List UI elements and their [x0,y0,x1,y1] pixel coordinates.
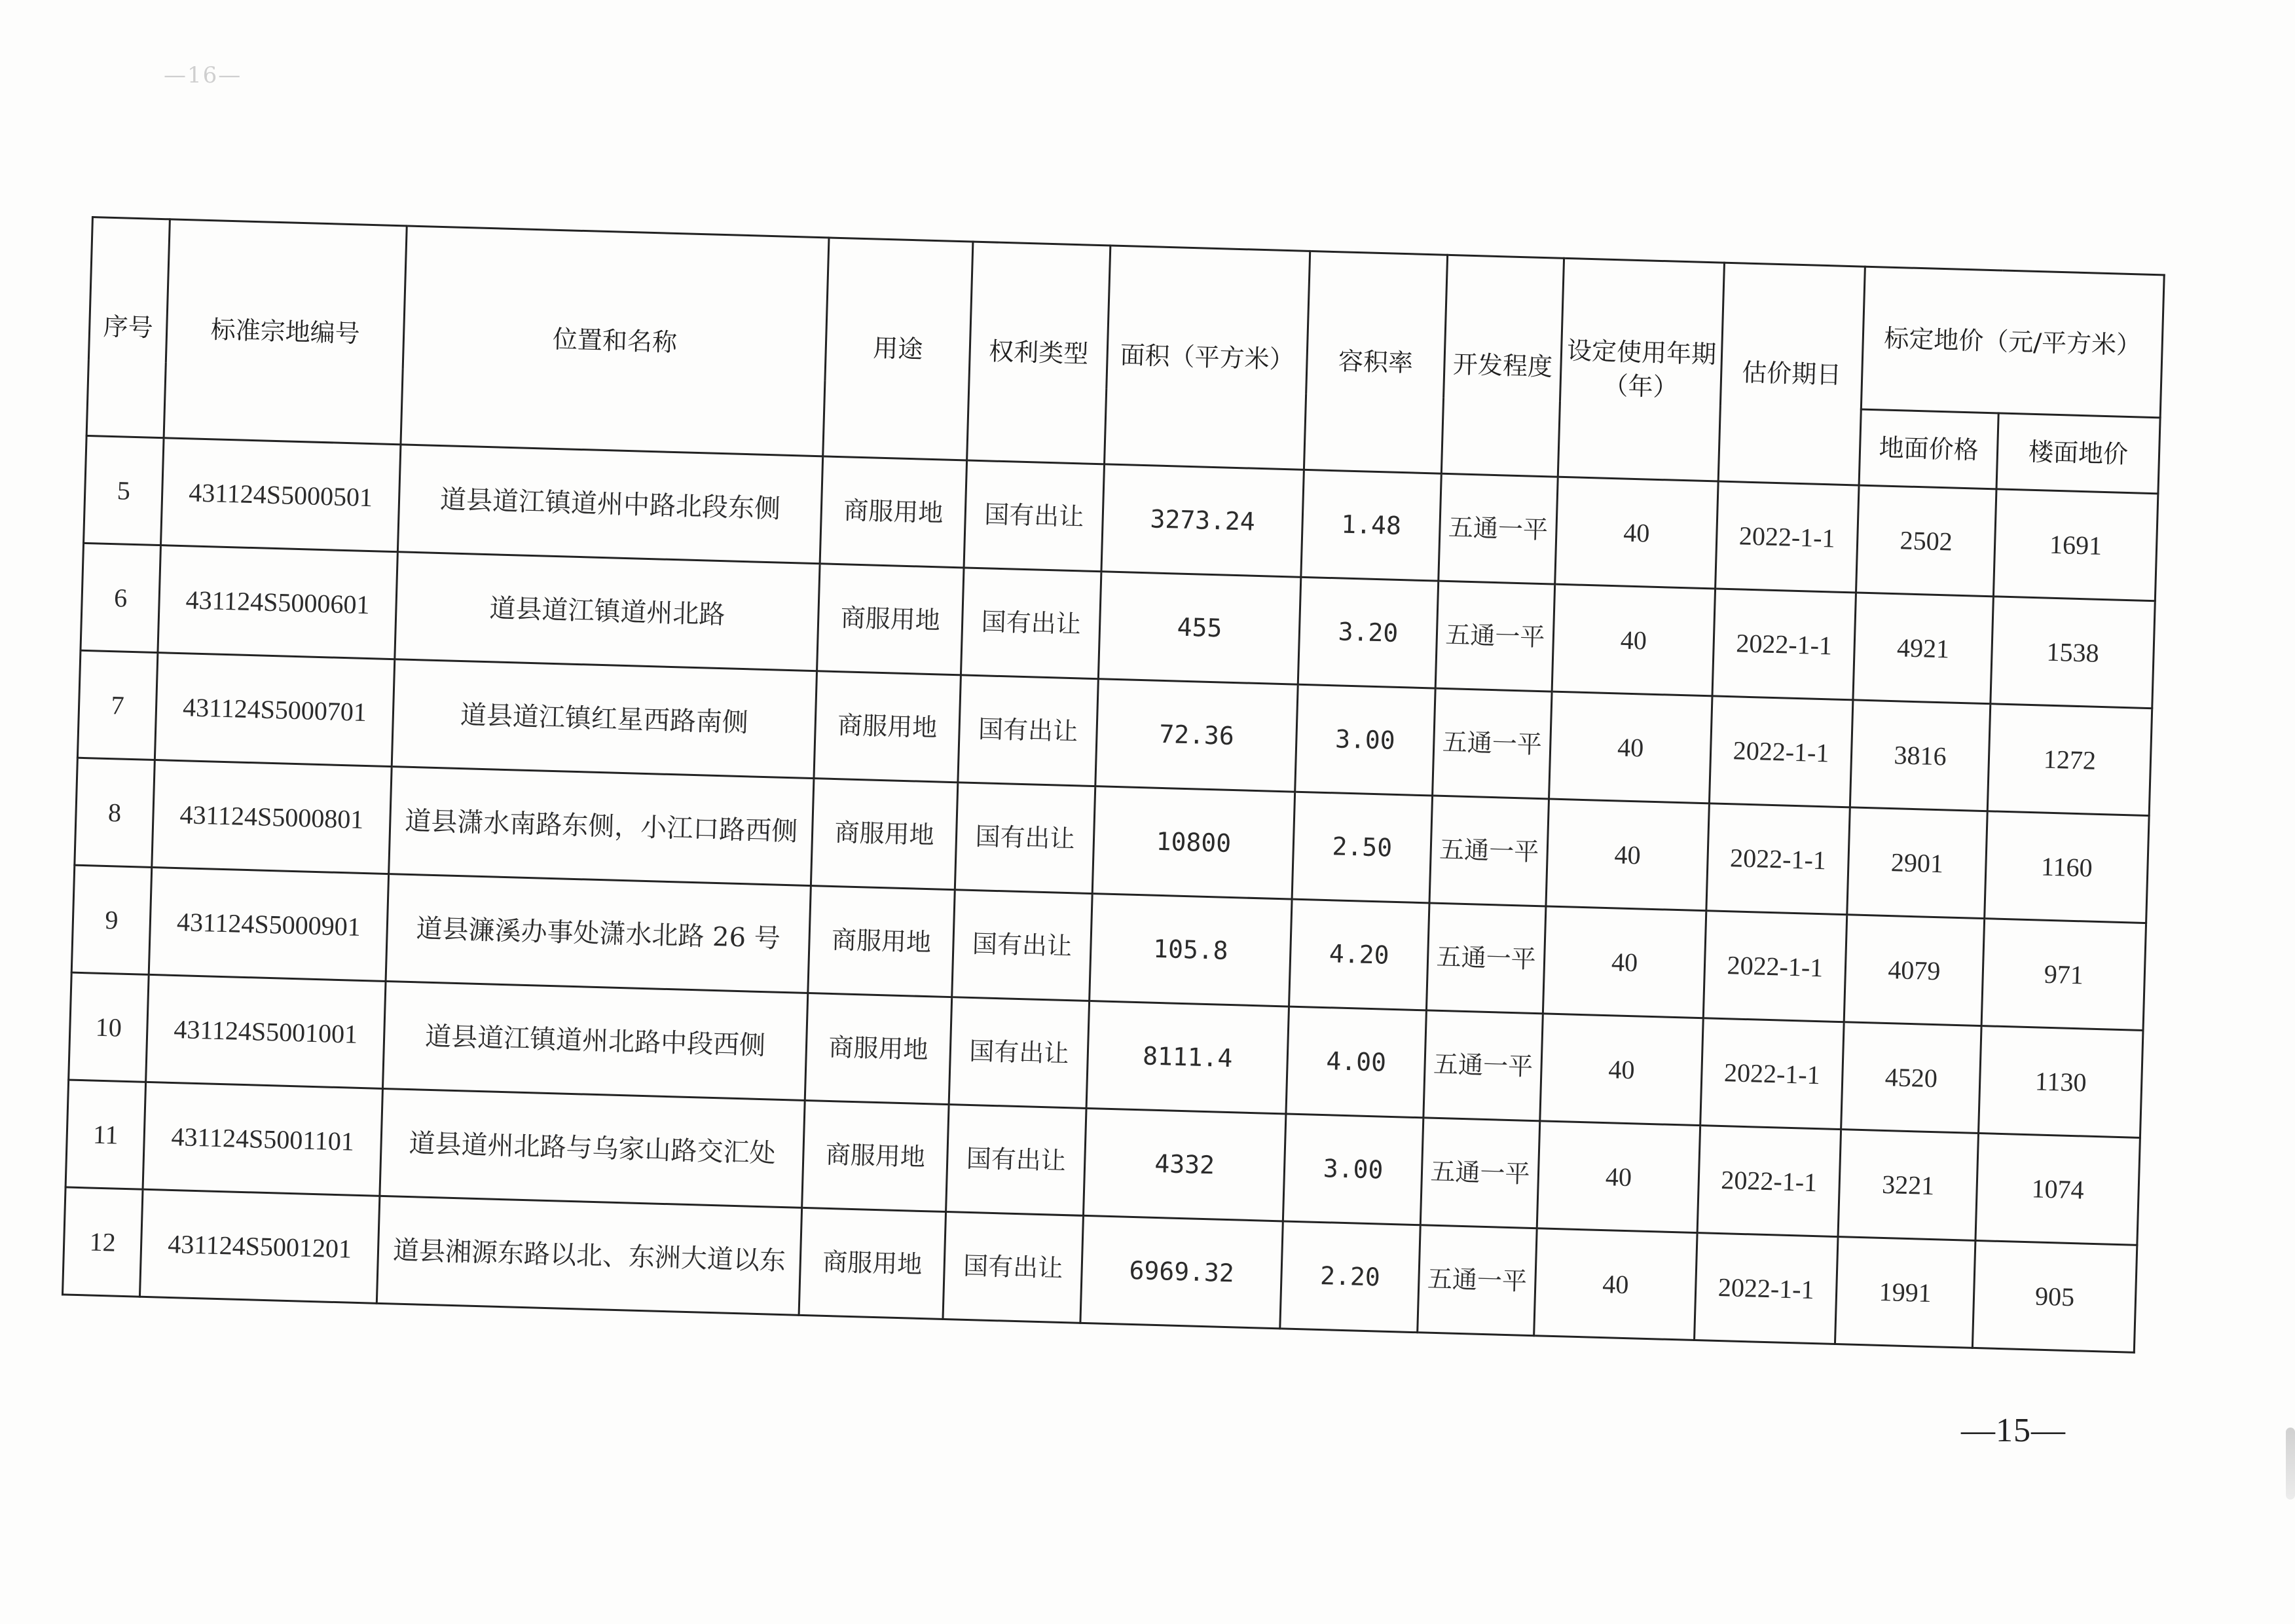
cell-land-price: 4079 [1844,915,1984,1026]
scan-edge-shadow [2286,1428,2295,1500]
cell-land-price: 4921 [1853,593,1993,704]
header-area: 面积（平方米） [1105,246,1310,470]
cell-seq: 6 [81,543,161,652]
cell-term: 40 [1555,477,1718,589]
header-valuation-date: 估价期日 [1718,263,1865,485]
cell-location: 道县濂溪办事处潇水北路 26 号 [386,874,811,993]
cell-term: 40 [1549,692,1712,803]
header-parcel-code: 标准宗地编号 [164,219,407,445]
cell-parcel-code: 431124S5000501 [161,438,401,552]
cell-seq: 5 [84,435,164,545]
cell-land-price: 1991 [1835,1237,1975,1348]
cell-location: 道县道江镇红星西路南侧 [392,659,817,779]
cell-valuation-date: 2022-1-1 [1706,803,1850,915]
header-dev-degree: 开发程度 [1441,255,1564,477]
cell-seq: 10 [69,972,149,1082]
cell-location: 道县道江镇道州北路 [395,552,820,671]
cell-far: 4.00 [1286,1006,1426,1118]
cell-right-type: 国有出让 [958,675,1098,786]
cell-parcel-code: 431124S5001201 [139,1189,379,1303]
cell-dev-degree: 五通一平 [1439,473,1558,584]
cell-area: 72.36 [1095,679,1298,792]
cell-parcel-code: 431124S5001001 [146,974,386,1088]
cell-floor-price: 1160 [1985,811,2149,923]
cell-dev-degree: 五通一平 [1420,1118,1540,1228]
cell-right-type: 国有出让 [943,1212,1083,1323]
cell-dev-degree: 五通一平 [1433,688,1552,799]
cell-right-type: 国有出让 [964,460,1104,572]
cell-right-type: 国有出让 [961,568,1101,679]
cell-floor-price: 1272 [1987,704,2152,816]
cell-parcel-code: 431124S5000901 [149,867,388,981]
cell-land-price: 2901 [1847,807,1987,919]
cell-far: 3.00 [1295,684,1435,796]
cell-seq: 9 [71,865,152,974]
header-floor-price: 楼面地价 [1996,413,2160,494]
cell-valuation-date: 2022-1-1 [1709,696,1852,807]
cell-location: 道县潇水南路东侧，小江口路西侧 [389,767,814,886]
land-price-table-wrapper [62,216,2163,1354]
cell-area: 6969.32 [1080,1215,1283,1328]
cell-floor-price: 1538 [1991,597,2155,709]
header-use: 用途 [823,238,973,460]
cell-land-price: 4520 [1841,1022,1981,1134]
cell-right-type: 国有出让 [949,997,1089,1109]
cell-area: 4332 [1083,1108,1285,1221]
header-price-group: 标定地价（元/平方米） [1861,267,2164,418]
cell-use: 商服用地 [817,564,964,675]
cell-term: 40 [1543,906,1706,1018]
cell-parcel-code: 431124S5001101 [143,1082,382,1196]
cell-use: 商服用地 [820,456,966,568]
cell-far: 3.00 [1283,1114,1423,1225]
cell-seq: 8 [75,758,155,867]
cell-location: 道县道江镇道州北路中段西侧 [382,981,807,1100]
cell-seq: 12 [62,1187,143,1297]
cell-valuation-date: 2022-1-1 [1695,1233,1838,1344]
cell-land-price: 3221 [1838,1130,1978,1241]
cell-land-price: 3816 [1850,700,1990,811]
cell-valuation-date: 2022-1-1 [1703,911,1846,1022]
cell-use: 商服用地 [805,993,951,1105]
cell-right-type: 国有出让 [946,1105,1086,1216]
cell-floor-price: 905 [1972,1240,2137,1352]
cell-use: 商服用地 [814,671,961,783]
header-land-price: 地面价格 [1859,409,1998,489]
land-price-table [62,216,2165,1354]
cell-area: 10800 [1092,786,1294,899]
page-number: —15— [1961,1412,2066,1449]
header-location: 位置和名称 [401,226,829,456]
cell-dev-degree: 五通一平 [1423,1010,1543,1121]
header-far: 容积率 [1304,251,1447,473]
cell-valuation-date: 2022-1-1 [1716,481,1859,593]
header-seq: 序号 [86,217,170,438]
cell-term: 40 [1540,1014,1703,1126]
cell-dev-degree: 五通一平 [1435,581,1555,692]
header-term: 设定使用年期（年） [1558,258,1724,481]
cell-parcel-code: 431124S5000701 [155,653,394,767]
cell-term: 40 [1546,799,1709,911]
cell-parcel-code: 431124S5000601 [158,545,397,659]
cell-floor-price: 1074 [1975,1134,2140,1246]
cell-far: 2.20 [1280,1221,1420,1333]
cell-valuation-date: 2022-1-1 [1712,589,1856,700]
cell-valuation-date: 2022-1-1 [1697,1126,1841,1237]
cell-term: 40 [1537,1121,1700,1233]
cell-term: 40 [1534,1228,1697,1340]
cell-area: 8111.4 [1086,1001,1289,1114]
cell-term: 40 [1552,584,1715,696]
cell-dev-degree: 五通一平 [1429,796,1549,906]
header-right-type: 权利类型 [967,242,1111,464]
cell-use: 商服用地 [799,1208,946,1319]
cell-parcel-code: 431124S5000801 [152,760,392,874]
cell-land-price: 2502 [1856,485,1996,597]
cell-far: 3.20 [1298,577,1438,688]
bleed-through-page-mark: —16— [164,62,242,88]
cell-far: 1.48 [1301,470,1441,581]
cell-floor-price: 1130 [1979,1026,2143,1138]
cell-valuation-date: 2022-1-1 [1700,1018,1844,1130]
cell-floor-price: 971 [1981,919,2146,1031]
cell-area: 455 [1098,572,1300,684]
cell-use: 商服用地 [811,779,957,890]
cell-right-type: 国有出让 [955,783,1095,894]
cell-location: 道县湘源东路以北、东洲大道以东 [376,1196,801,1315]
cell-dev-degree: 五通一平 [1418,1225,1537,1336]
cell-seq: 11 [65,1080,146,1189]
cell-area: 105.8 [1090,894,1292,1006]
cell-use: 商服用地 [802,1100,949,1211]
cell-area: 3273.24 [1101,464,1304,577]
cell-right-type: 国有出让 [952,890,1092,1001]
cell-location: 道县道江镇道州中路北段东侧 [397,445,822,564]
cell-seq: 7 [77,650,158,760]
cell-use: 商服用地 [808,886,955,997]
cell-location: 道县道州北路与乌家山路交汇处 [380,1088,805,1208]
cell-far: 4.20 [1289,899,1429,1010]
cell-floor-price: 1691 [1993,489,2157,601]
cell-far: 2.50 [1292,792,1432,903]
cell-dev-degree: 五通一平 [1426,903,1546,1014]
